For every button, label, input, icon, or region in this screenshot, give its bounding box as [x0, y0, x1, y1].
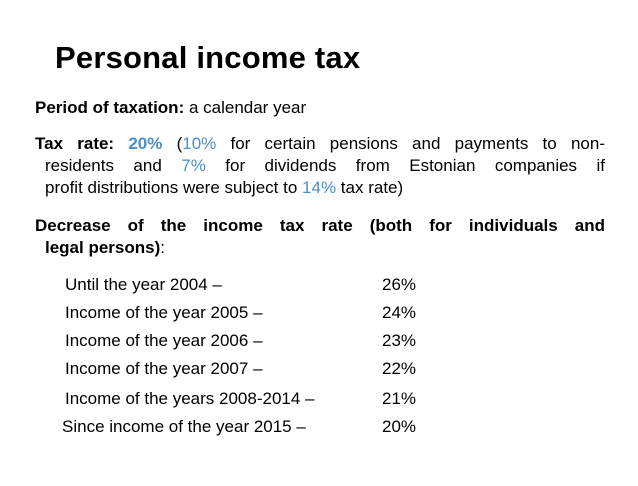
tax-rate-text-2a: residents and	[45, 156, 162, 175]
rate-row-value: 22%	[382, 359, 417, 378]
tax-rate-line-1	[35, 133, 605, 154]
rate-row-label: Income of the years 2008-2014 –	[65, 389, 315, 408]
tax-rate-label: Tax rate:	[35, 134, 115, 153]
decrease-line-1: Decrease of the income tax rate (both for individuals and	[35, 216, 605, 235]
tax-rate-text-3b: tax rate)	[340, 178, 404, 197]
rate-row-value: 20%	[382, 417, 417, 436]
tax-rate-line-2	[35, 155, 605, 176]
rate-row-value: 23%	[382, 331, 417, 350]
rate-row-value: 26%	[382, 275, 417, 294]
slide-title: Personal income tax	[55, 40, 361, 75]
rate-row-label: Income of the year 2005 –	[65, 303, 263, 322]
period-value: a calendar year	[184, 98, 307, 117]
tax-rate-text-3a: profit distributions were subject to	[45, 178, 298, 197]
rate-row-label: Since income of the year 2015 –	[62, 417, 306, 436]
subject-rate: 14%	[302, 178, 337, 197]
tax-rate-main: 20%	[128, 134, 163, 153]
tax-rate-paren: (	[176, 134, 183, 153]
tax-rate-line-3	[35, 177, 615, 198]
decrease-colon: :	[160, 238, 165, 257]
rate-row-label: Until the year 2004 –	[65, 275, 222, 294]
tax-rate-text-1: for certain pensions and payments to non-	[230, 134, 605, 153]
tax-rate-text-2b: for dividends from Estonian companies if	[225, 156, 605, 175]
rate-row-value: 24%	[382, 303, 417, 322]
period-label: Period of taxation:	[35, 98, 185, 117]
decrease-line-2-text: legal persons)	[45, 238, 161, 257]
rate-row-value: 21%	[382, 389, 417, 408]
decrease-line-2	[35, 237, 615, 258]
rate-row-label: Income of the year 2006 –	[65, 331, 263, 350]
rate-row-label: Income of the year 2007 –	[65, 359, 263, 378]
dividend-rate: 7%	[181, 156, 206, 175]
pension-rate: 10%	[182, 134, 217, 153]
period-of-taxation	[35, 97, 605, 118]
